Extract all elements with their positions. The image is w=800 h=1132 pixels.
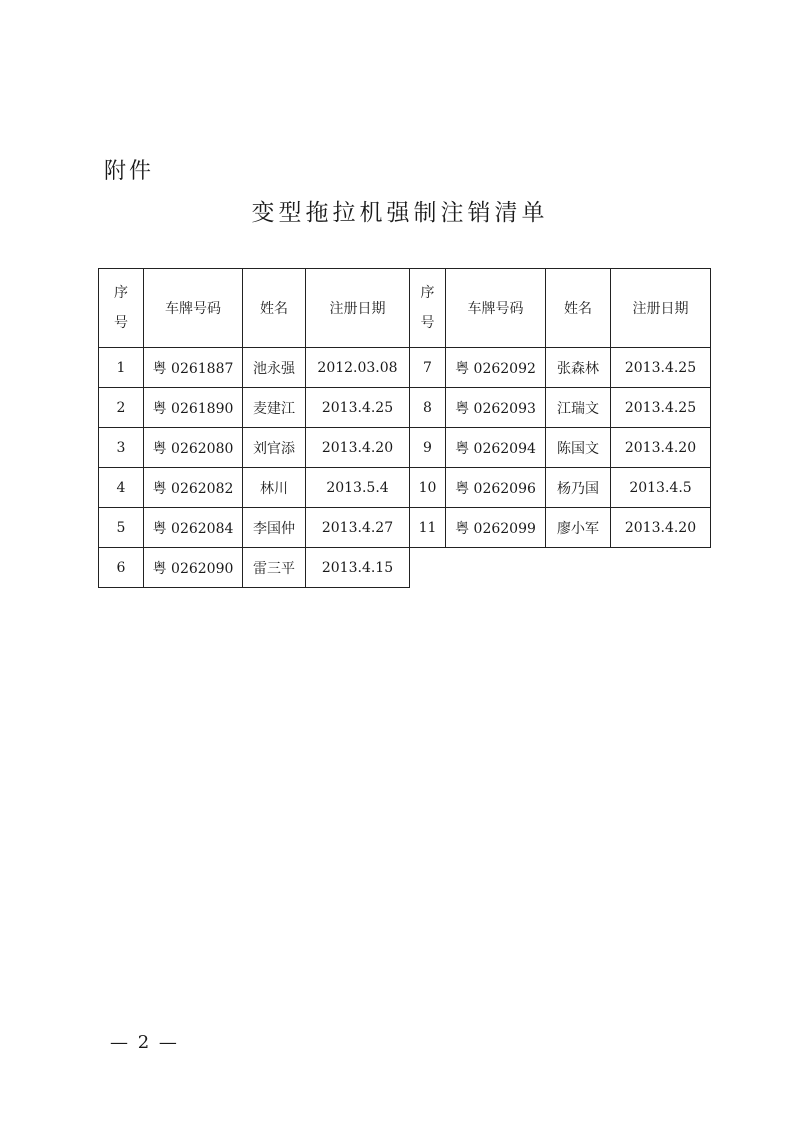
header-date: 注册日期 xyxy=(306,269,410,348)
cell-seq: 9 xyxy=(410,428,446,468)
table-row xyxy=(99,388,410,428)
cell-date: 2012.03.08 xyxy=(306,348,410,388)
header-date: 注册日期 xyxy=(611,269,711,348)
cell-plate: 粤 0262080 xyxy=(144,428,243,468)
cell-name: 林川 xyxy=(243,468,306,508)
cell-name: 麦建江 xyxy=(243,388,306,428)
cell-name: 廖小军 xyxy=(546,508,611,548)
page-number: — 2 — xyxy=(110,1032,179,1053)
cell-plate: 粤 0262090 xyxy=(144,548,243,588)
cell-plate: 粤 0262092 xyxy=(446,348,546,388)
header-seq-bottom: 号 xyxy=(420,315,435,331)
cell-date: 2013.4.25 xyxy=(611,348,711,388)
cell-date: 2013.4.25 xyxy=(611,388,711,428)
cell-seq: 4 xyxy=(99,468,144,508)
cell-seq: 7 xyxy=(410,348,446,388)
header-plate: 车牌号码 xyxy=(144,269,243,348)
table-row xyxy=(99,508,410,548)
header-name: 姓名 xyxy=(243,269,306,348)
table-header-row xyxy=(99,269,410,348)
attachment-label: 附件 xyxy=(104,159,155,184)
cell-date: 2013.4.15 xyxy=(306,548,410,588)
cell-date: 2013.4.20 xyxy=(306,428,410,468)
header-seq xyxy=(410,269,446,348)
cell-seq: 3 xyxy=(99,428,144,468)
table-row xyxy=(410,348,711,388)
document-title: 变型拖拉机强制注销清单 xyxy=(251,200,549,226)
header-name: 姓名 xyxy=(546,269,611,348)
table-row xyxy=(99,428,410,468)
cell-plate: 粤 0262096 xyxy=(446,468,546,508)
cell-seq: 10 xyxy=(410,468,446,508)
cell-seq: 5 xyxy=(99,508,144,548)
header-seq xyxy=(99,269,144,348)
table-row xyxy=(410,468,711,508)
table-row xyxy=(410,388,711,428)
cell-seq: 2 xyxy=(99,388,144,428)
header-plate: 车牌号码 xyxy=(446,269,546,348)
cell-date: 2013.5.4 xyxy=(306,468,410,508)
cell-seq: 6 xyxy=(99,548,144,588)
header-seq-top: 序 xyxy=(114,285,128,301)
deregistration-table-right xyxy=(409,268,711,548)
header-seq-bottom: 号 xyxy=(114,315,128,331)
header-seq-top: 序 xyxy=(420,285,435,301)
table-row xyxy=(99,468,410,508)
cell-date: 2013.4.20 xyxy=(611,508,711,548)
cell-plate: 粤 0262084 xyxy=(144,508,243,548)
cell-name: 刘官添 xyxy=(243,428,306,468)
cell-plate: 粤 0262094 xyxy=(446,428,546,468)
cell-seq: 11 xyxy=(410,508,446,548)
cell-date: 2013.4.25 xyxy=(306,388,410,428)
cell-date: 2013.4.5 xyxy=(611,468,711,508)
cell-name: 张森林 xyxy=(546,348,611,388)
cell-seq: 1 xyxy=(99,348,144,388)
table-row xyxy=(99,548,410,588)
cell-plate: 粤 0261890 xyxy=(144,388,243,428)
cell-name: 陈国文 xyxy=(546,428,611,468)
cell-date: 2013.4.27 xyxy=(306,508,410,548)
table-row xyxy=(99,348,410,388)
cell-name: 李国仲 xyxy=(243,508,306,548)
table-row xyxy=(410,428,711,468)
cell-name: 池永强 xyxy=(243,348,306,388)
cell-name: 杨乃国 xyxy=(546,468,611,508)
cell-date: 2013.4.20 xyxy=(611,428,711,468)
table-row xyxy=(410,508,711,548)
deregistration-table-left xyxy=(98,268,410,588)
cell-name: 江瑞文 xyxy=(546,388,611,428)
table-header-row xyxy=(410,269,711,348)
cell-plate: 粤 0262099 xyxy=(446,508,546,548)
cell-plate: 粤 0262093 xyxy=(446,388,546,428)
cell-plate: 粤 0262082 xyxy=(144,468,243,508)
cell-plate: 粤 0261887 xyxy=(144,348,243,388)
cell-seq: 8 xyxy=(410,388,446,428)
cell-name: 雷三平 xyxy=(243,548,306,588)
